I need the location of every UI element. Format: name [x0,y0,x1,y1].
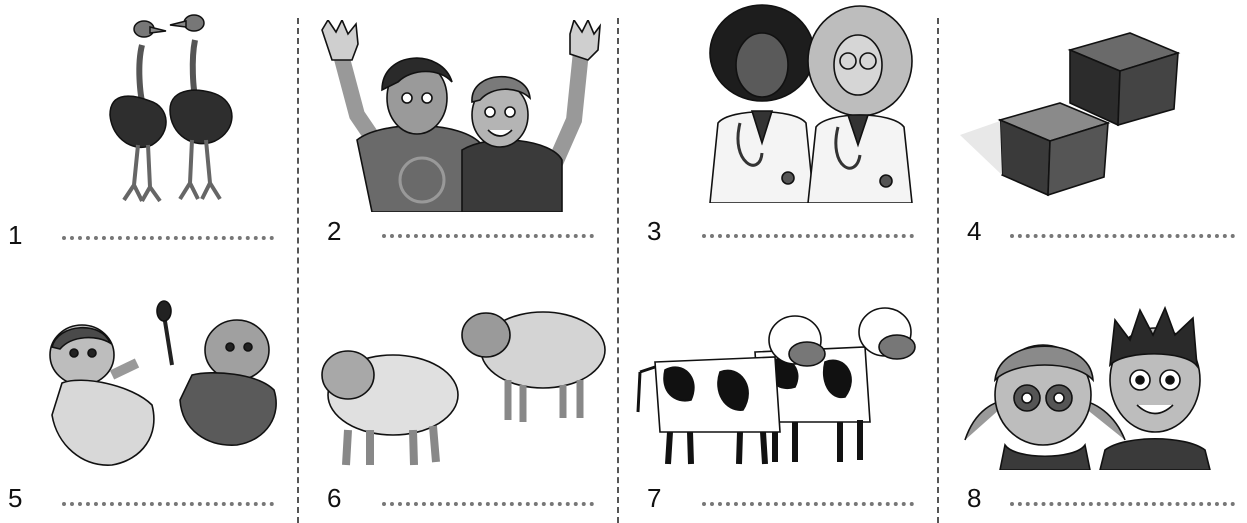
cows-picture [635,292,925,467]
answer-line[interactable] [62,502,274,506]
item-number: 5 [8,483,23,513]
doctors-picture [700,3,922,203]
item-number: 8 [967,483,982,513]
column-divider [937,18,939,523]
item-number: 3 [647,216,662,246]
item-number: 4 [967,216,982,246]
item-number: 7 [647,483,662,513]
answer-line[interactable] [702,502,914,506]
item-number: 1 [8,220,23,250]
answer-line[interactable] [1010,234,1235,238]
ostriches-picture [90,5,250,210]
item-number: 6 [327,483,342,513]
column-divider [617,18,619,523]
answer-line[interactable] [382,234,594,238]
answer-line[interactable] [382,502,594,506]
column-divider [297,18,299,523]
sheep-picture [318,300,608,470]
item-number: 2 [327,216,342,246]
girl-and-boy-picture [955,300,1235,470]
babies-picture [42,295,287,475]
answer-line[interactable] [702,234,914,238]
answer-line[interactable] [62,236,274,240]
boxes-picture [960,25,1185,205]
boys-waving-picture [312,20,602,212]
answer-line[interactable] [1010,502,1235,506]
